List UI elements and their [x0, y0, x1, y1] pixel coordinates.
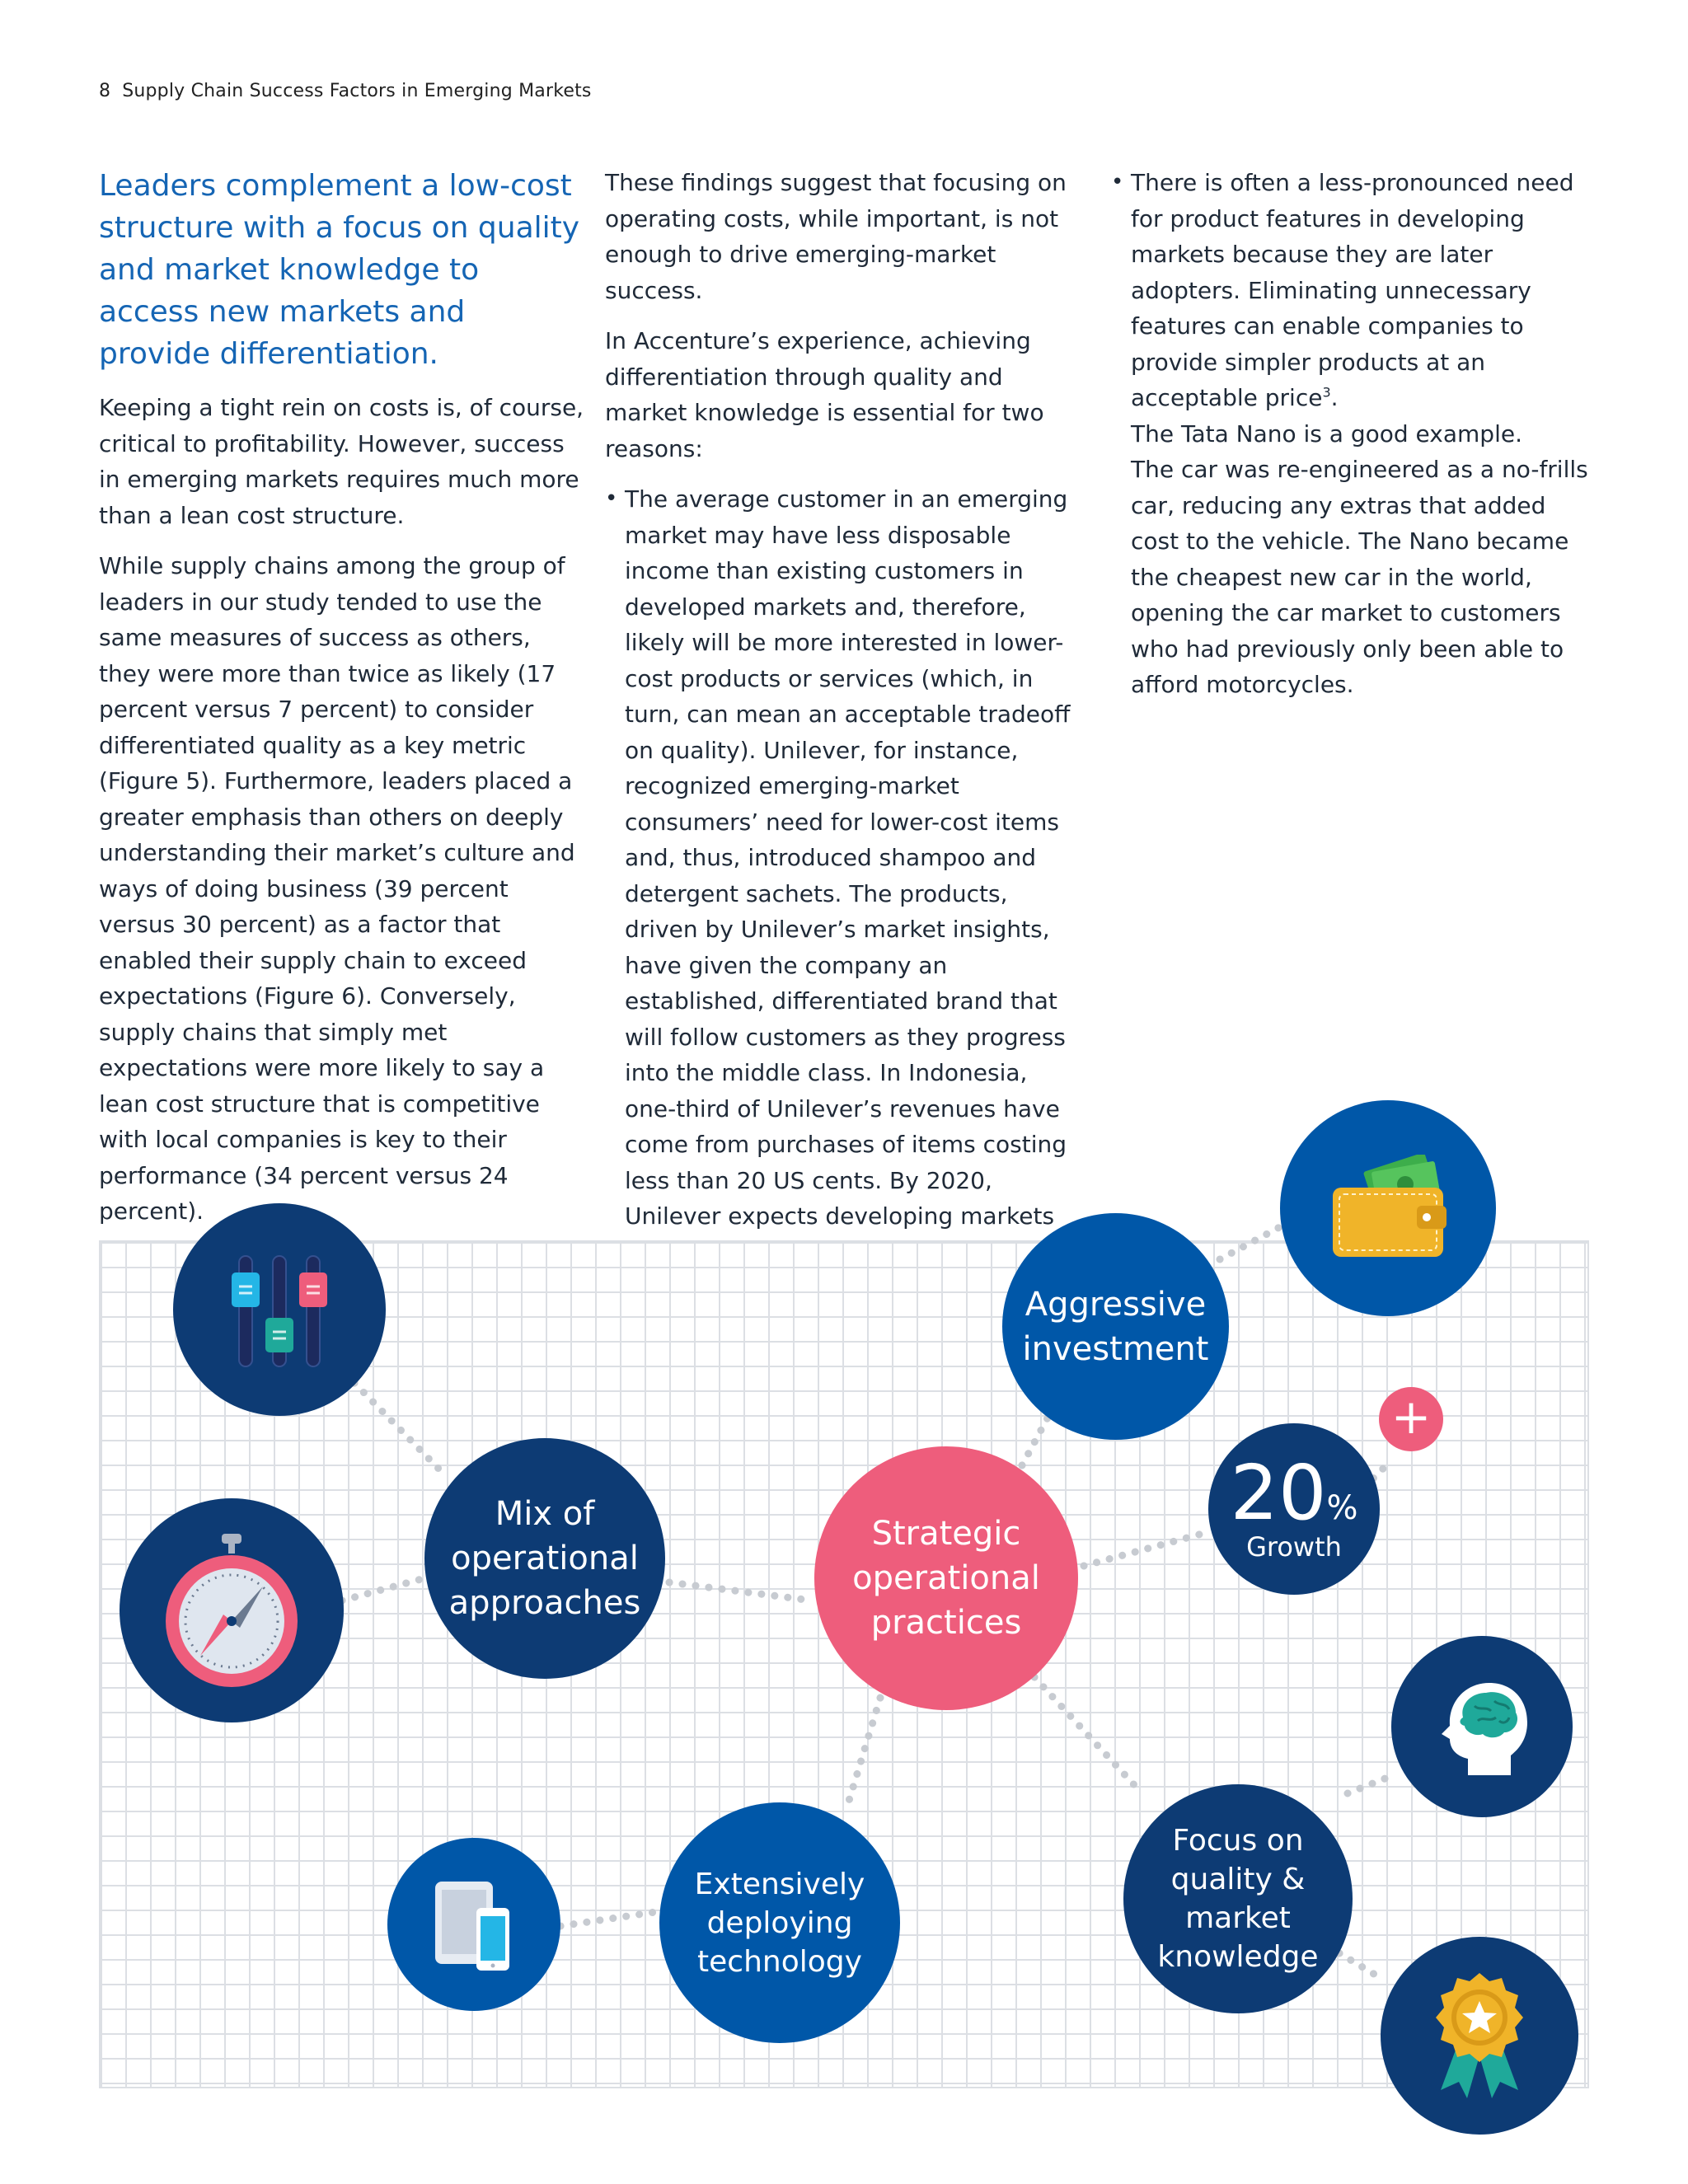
lead-heading: Leaders complement a low-cost structure with a focus on quality and market knowledge to access new markets and provide differentiation.	[99, 169, 580, 371]
connector-tablet-tech	[560, 1912, 655, 1926]
document-title: Supply Chain Success Factors in Emerging Markets	[122, 81, 592, 101]
focus-label-3: knowledge	[1157, 1940, 1319, 1974]
strategic-practices-hub	[814, 1446, 1078, 1710]
tech-label-2: deploying	[706, 1905, 853, 1940]
hub-label-3: practices	[870, 1604, 1022, 1642]
sliders-icon	[218, 1248, 341, 1371]
column-3	[1111, 165, 1589, 703]
aggressive-label-1: Aggressive	[1025, 1285, 1207, 1324]
connector-center-tech	[849, 1698, 880, 1801]
growth-circle	[1208, 1423, 1380, 1595]
brain-head-icon	[1428, 1673, 1536, 1780]
connector-mix-center	[669, 1582, 812, 1601]
tech-label-3: technology	[697, 1944, 862, 1979]
award-circle	[1381, 1937, 1578, 2135]
focus-label-1: Focus on	[1172, 1824, 1304, 1858]
brain-head-circle	[1391, 1636, 1573, 1817]
paragraph-costs: Keeping a tight rein on costs is, of course, critical to profitability. However, success in emerging markets requires much more than a lean cost structure.	[99, 394, 584, 529]
growth-label: Growth	[1246, 1531, 1342, 1563]
plus-icon: +	[1390, 1389, 1432, 1445]
connector-compass-mix	[342, 1578, 424, 1601]
connector-focus-brain	[1348, 1776, 1391, 1793]
focus-label-2: quality & market	[1170, 1863, 1306, 1935]
bullet-features-text: There is often a less-pronounced need for product features in developing markets because they are later adopters. Eliminating unnecessary features can enable companies to provide simpler products at an acceptable price	[1131, 169, 1574, 411]
aggressive-investment-circle	[1002, 1213, 1229, 1440]
compass-icon	[157, 1532, 306, 1689]
tech-label-1: Extensively	[694, 1867, 865, 1901]
paragraph-findings: These findings suggest that focusing on operating costs, while important, is not enough to drive emerging-market success.	[605, 169, 1067, 304]
mix-approaches-circle	[424, 1438, 665, 1679]
compass-circle	[120, 1498, 344, 1722]
award-badge-icon	[1426, 1970, 1533, 2102]
connector-center-growth	[1084, 1533, 1205, 1566]
running-head	[99, 81, 592, 101]
bullet-dot: •	[605, 486, 618, 511]
wallet-icon	[1326, 1155, 1450, 1262]
bullet-dot: •	[1111, 170, 1124, 194]
bullet-features	[1111, 165, 1589, 703]
bullet-unilever-text: The average customer in an emerging market may have less disposable income than existing customers in developed markets and, therefore, likely will be more interested in lower-cost products or services (which, in turn, can mean an acceptable tradeoff on quality). Unilever, for instance, recognized emerging-market consumers’ need for lower-cost items and, thus, introduced shampoo and detergent sachets. The products, driven by Unilever’s market insights, have given the company an established, differentiated brand that will follow customers as they progress into the middle class. In Indonesia, one-third of Unilever’s revenues have come from purchases of items costing less than 20 US cents. By 2020, Unilever expects developing markets	[625, 485, 1071, 1230]
paragraph-experience: In Accenture’s experience, achieving differentiation through quality and market knowledge is essential for two reasons:	[605, 327, 1044, 462]
connector-aggressive-wallet	[1220, 1224, 1286, 1259]
connector-sliders-mix	[354, 1383, 445, 1475]
focus-quality-circle	[1123, 1784, 1353, 2013]
connector-center-focus	[1034, 1677, 1137, 1788]
plus-badge	[1379, 1387, 1443, 1451]
devices-circle	[387, 1838, 560, 2011]
technology-circle	[659, 1802, 900, 2043]
growth-number: 20%	[1230, 1449, 1358, 1537]
mix-label-3: approaches	[448, 1584, 641, 1622]
aggressive-label-2: investment	[1022, 1329, 1209, 1368]
wallet-circle	[1280, 1100, 1496, 1316]
mix-label-2: operational	[451, 1540, 639, 1577]
infographic	[0, 1071, 1688, 2184]
paragraph-leaders: While supply chains among the group of leaders in our study tended to use the same measures of success as others, they were more than twice as likely (17 percent versus 7 percent) to consider differentiated quality as a key metric (Figure 5). Furthermore, leaders placed a greater emphasis than others on deeply understanding their market’s culture and ways of doing business (39 percent versus 30 percent) as a factor that enabled their supply chain to exceed expectations (Figure 6). Conversely, supply chains that simply met expectations were more likely to say a lean cost structure that is competitive with local companies is key to their performance (34 percent versus 24 percent).	[99, 552, 575, 1225]
tablet-phone-icon	[429, 1875, 519, 1974]
footnote-ref-3: 3	[1322, 384, 1331, 401]
mix-label-1: Mix of	[495, 1495, 595, 1533]
page-number: 8	[99, 81, 111, 101]
hub-label-2: operational	[852, 1559, 1040, 1597]
sliders-circle	[173, 1203, 386, 1416]
tata-nano-paragraph: The car was re-engineered as a no-frills car, reducing any extras that added cost to the vehicle. The Nano became the cheapest new car in the world, opening the car market to customers who had previously only been able to afford motorcycles.	[1131, 456, 1588, 698]
tata-nano-line: The Tata Nano is a good example.	[1131, 419, 1522, 448]
bullet-features-end: .	[1330, 384, 1339, 411]
hub-label-1: Strategic	[871, 1515, 1021, 1553]
